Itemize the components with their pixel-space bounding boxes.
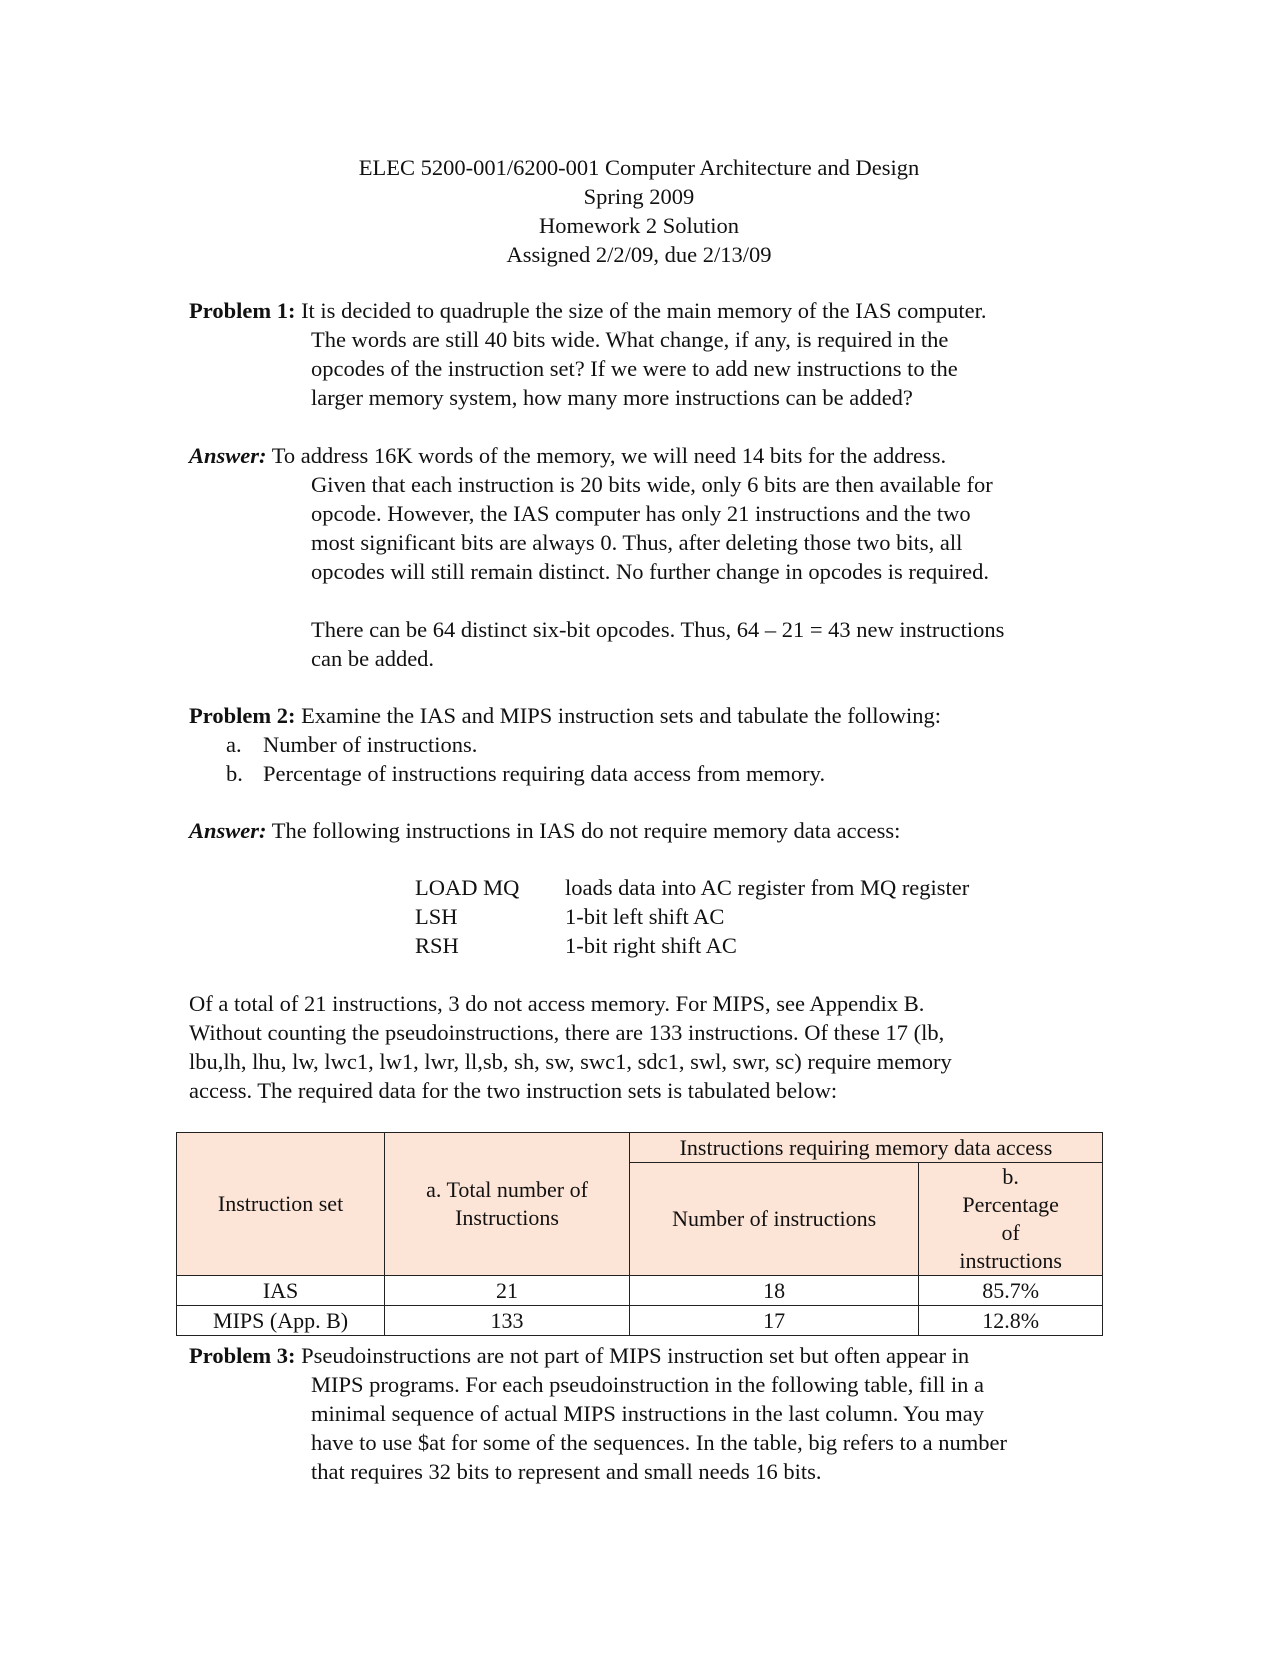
text: opcodes of the instruction set? If we were to add new instructions to the xyxy=(311,356,958,381)
course-title: ELEC 5200-001/6200-001 Computer Architecture and Design xyxy=(358,155,920,180)
table-row xyxy=(177,1276,1103,1306)
list-item xyxy=(415,873,969,902)
answer-label: Answer: xyxy=(189,443,267,468)
header xyxy=(0,153,1278,269)
marker: b. xyxy=(226,761,243,786)
instruction-list xyxy=(415,873,969,960)
text: Given that each instruction is 20 bits wide, only 6 bits are then available for xyxy=(311,472,993,497)
cell: 133 xyxy=(385,1306,630,1336)
text: larger memory system, how many more instructions can be added? xyxy=(311,385,913,410)
problem-1 xyxy=(189,296,987,412)
text: Percentage of instructions requiring data access from memory. xyxy=(263,761,826,786)
answer-2-paragraph xyxy=(189,989,952,1105)
answer-1 xyxy=(189,441,1004,673)
header-instruction-set: Instruction set xyxy=(177,1133,385,1276)
text: opcodes will still remain distinct. No further change in opcodes is required. xyxy=(311,559,989,584)
text: To address 16K words of the memory, we will need 14 bits for the address. xyxy=(271,443,947,468)
text: Number of instructions. xyxy=(263,732,478,757)
text: Of a total of 21 instructions, 3 do not access memory. For MIPS, see Appendix B. xyxy=(189,991,925,1016)
text: Pseudoinstructions are not part of MIPS instruction set but often appear in xyxy=(301,1343,970,1368)
header-percentage: b. Percentage of instructions xyxy=(919,1163,1103,1276)
dates: Assigned 2/2/09, due 2/13/09 xyxy=(506,242,772,267)
text: opcode. However, the IAS computer has only 21 instructions and the two xyxy=(311,501,971,526)
problem-2 xyxy=(189,701,941,788)
list-item xyxy=(189,730,941,759)
cell: MIPS (App. B) xyxy=(177,1306,385,1336)
text: It is decided to quadruple the size of the main memory of the IAS computer. xyxy=(301,298,987,323)
instr-desc: 1-bit left shift AC xyxy=(565,904,725,929)
header-total: a. Total number of Instructions xyxy=(385,1133,630,1276)
header-group: Instructions requiring memory data access xyxy=(629,1133,1102,1163)
answer-label: Answer: xyxy=(189,818,267,843)
cell: 85.7% xyxy=(919,1276,1103,1306)
text: The words are still 40 bits wide. What change, if any, is required in the xyxy=(311,327,949,352)
problem-3 xyxy=(189,1341,1007,1486)
table-row xyxy=(177,1306,1103,1336)
text: The following instructions in IAS do not require memory data access: xyxy=(271,818,901,843)
marker: a. xyxy=(226,732,242,757)
instr-desc: 1-bit right shift AC xyxy=(565,933,737,958)
problem-label: Problem 2: xyxy=(189,703,296,728)
problem-label: Problem 1: xyxy=(189,298,296,323)
text: that requires 32 bits to represent and small needs 16 bits. xyxy=(311,1459,822,1484)
text: minimal sequence of actual MIPS instructions in the last column. You may xyxy=(311,1401,985,1426)
list-item xyxy=(189,759,941,788)
text: access. The required data for the two instruction sets is tabulated below: xyxy=(189,1078,838,1103)
instr-desc: loads data into AC register from MQ register xyxy=(565,875,970,900)
cell: IAS xyxy=(177,1276,385,1306)
cell: 12.8% xyxy=(919,1306,1103,1336)
problem-label: Problem 3: xyxy=(189,1343,296,1368)
list-item xyxy=(415,902,969,931)
cell: 17 xyxy=(629,1306,918,1336)
cell: 18 xyxy=(629,1276,918,1306)
text: There can be 64 distinct six-bit opcodes. Thus, 64 – 21 = 43 new instructions xyxy=(311,617,1005,642)
cell: 21 xyxy=(385,1276,630,1306)
results-table xyxy=(176,1132,1103,1336)
text: most significant bits are always 0. Thus, after deleting those two bits, all xyxy=(311,530,963,555)
text: Without counting the pseudoinstructions, there are 133 instructions. Of these 17 (lb, xyxy=(189,1020,945,1045)
answer-2 xyxy=(189,816,900,845)
instr-name: LOAD MQ xyxy=(415,875,520,900)
text: can be added. xyxy=(311,646,435,671)
text: lbu,lh, lhu, lw, lwc1, lw1, lwr, ll,sb, sh, sw, swc1, sdc1, swl, swr, sc) require memory xyxy=(189,1049,952,1074)
text: MIPS programs. For each pseudoinstruction in the following table, fill in a xyxy=(311,1372,985,1397)
instr-name: LSH xyxy=(415,904,458,929)
list-item xyxy=(415,931,969,960)
text: have to use $at for some of the sequences. In the table, big refers to a number xyxy=(311,1430,1008,1455)
text: Examine the IAS and MIPS instruction sets and tabulate the following: xyxy=(301,703,941,728)
instr-name: RSH xyxy=(415,933,459,958)
homework-title: Homework 2 Solution xyxy=(539,213,739,238)
header-number: Number of instructions xyxy=(629,1163,918,1276)
semester: Spring 2009 xyxy=(583,184,695,209)
